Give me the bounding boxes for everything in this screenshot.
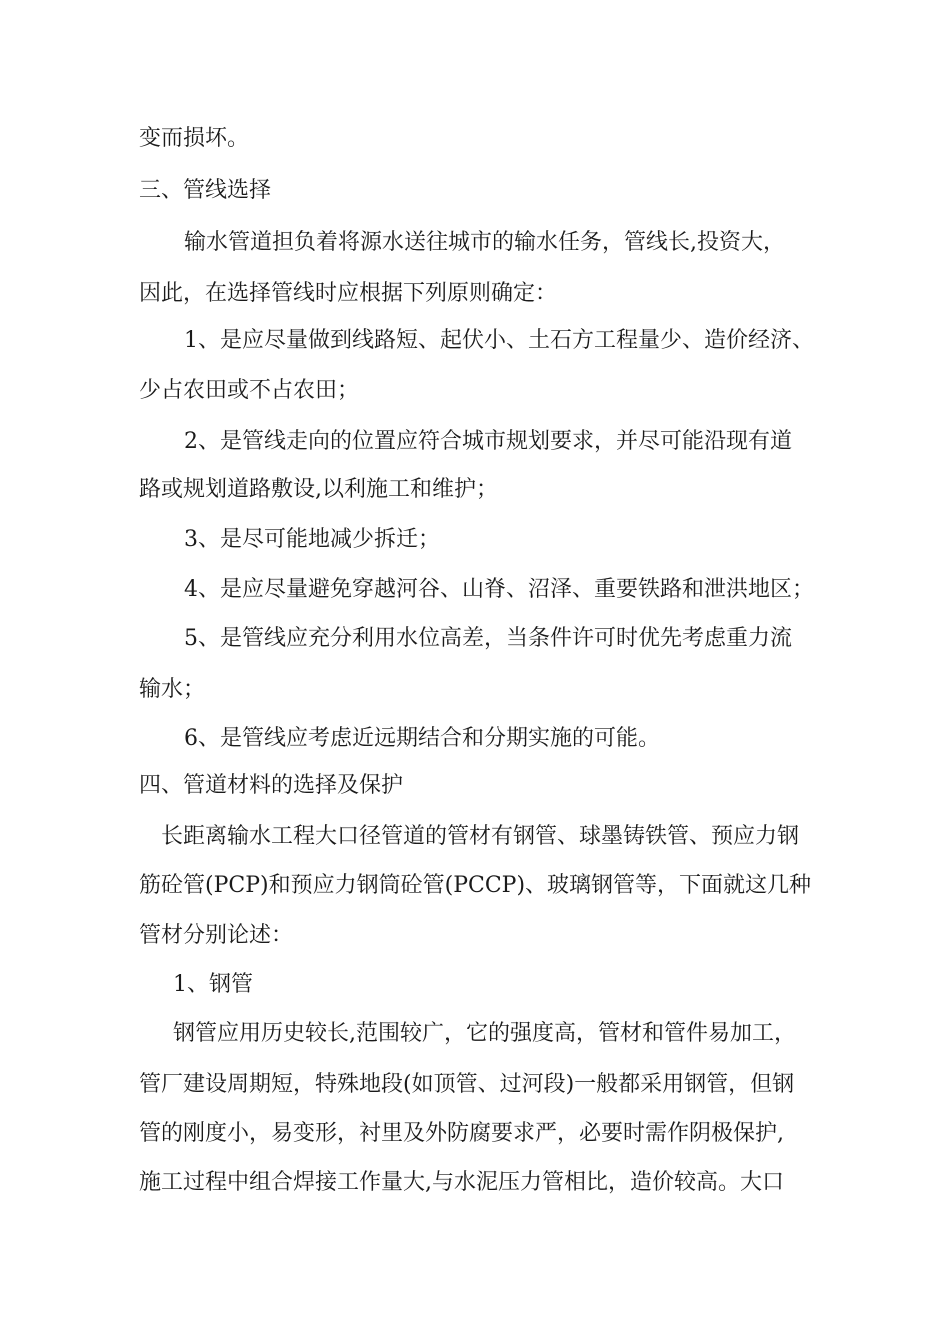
paragraph-line: 管厂建设周期短，特殊地段(如顶管、过河段)一般都采用钢管，但钢 (139, 1072, 795, 1097)
paragraph-line: 长距离输水工程大口径管道的管材有钢管、球墨铸铁管、预应力钢 (161, 824, 800, 849)
list-item-2-line: 路或规划道路敷设,以利施工和维护； (139, 477, 498, 502)
list-item-3-line: 3、是尽可能地减少拆迁； (184, 527, 440, 552)
list-item-5-line: 5、是管线应充分利用水位高差，当条件许可时优先考虑重力流 (184, 626, 792, 651)
list-item-1-line: 1、是应尽量做到线路短、起伏小、土石方工程量少、造价经济、 (184, 328, 814, 353)
section-heading-pipeline-selection: 三、管线选择 (139, 178, 272, 203)
list-item-6-line: 6、是管线应考虑近远期结合和分期实施的可能。 (184, 726, 660, 751)
text-line-continuation: 变而损坏。 (139, 126, 250, 151)
list-item-2-line: 2、是管线走向的位置应符合城市规划要求，并尽可能沿现有道 (184, 429, 792, 454)
paragraph-line: 因此，在选择管线时应根据下列原则确定： (139, 281, 558, 306)
paragraph-line: 输水管道担负着将源水送往城市的输水任务，管线长,投资大， (184, 230, 785, 255)
section-heading-pipe-materials: 四、管道材料的选择及保护 (139, 773, 404, 798)
paragraph-line: 钢管应用历史较长,范围较广，它的强度高，管材和管件易加工， (173, 1021, 796, 1046)
paragraph-line: 筋砼管(PCP)和预应力钢筒砼管(PCCP)、玻璃钢管等，下面就这几种 (139, 873, 812, 898)
paragraph-line: 管的刚度小，易变形，衬里及外防腐要求严，必要时需作阴极保护, (139, 1121, 784, 1146)
list-item-1-line: 少占农田或不占农田； (139, 378, 360, 403)
list-item-5-line: 输水； (139, 677, 206, 702)
list-item-4-line: 4、是应尽量避免穿越河谷、山脊、沼泽、重要铁路和泄洪地区； (184, 577, 814, 602)
paragraph-line: 施工过程中组合焊接工作量大,与水泥压力管相比，造价较高。大口 (139, 1170, 784, 1195)
paragraph-line: 管材分别论述： (139, 923, 294, 948)
subheading-steel-pipe: 1、钢管 (173, 972, 253, 997)
